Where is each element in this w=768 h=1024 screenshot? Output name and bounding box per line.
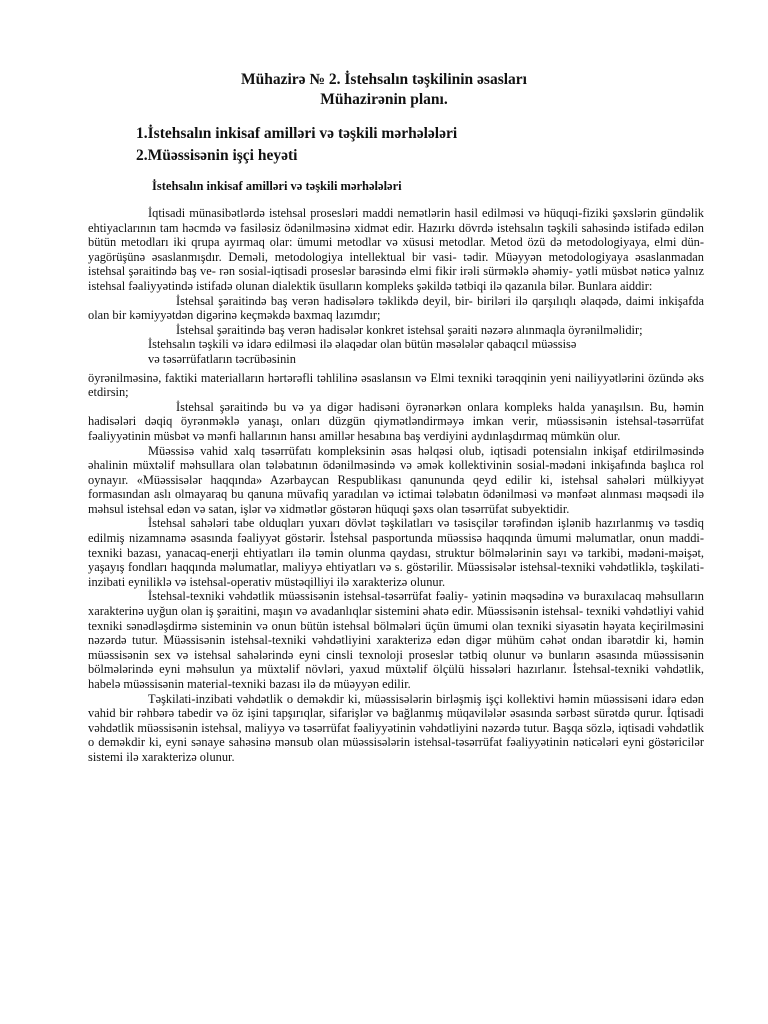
plan-item-1: 1.İstehsalın inkisaf amilləri və təşkili mərhələləri: [136, 125, 458, 142]
paragraph: İstehsal şəraitində bu və ya digər hadisəni öyrənərkən onlara kompleks halda yanaşılsın. Bu, həmin hadisələri dəqiq öyrənməklə yanaşı, onları düzgün qiymətləndirməyə imkan verir, müəssisənin istehsal-təsərrüfat fəaliyyətinin müsbət və mənfi hallarının hansı amillər hesabına baş verdiyini aydınlaşdırmaq mümkün olur.: [88, 399, 704, 443]
paragraph: İstehsal şəraitində baş verən hadisələr konkret istehsal şəraiti nəzərə alınmaqla öyrənilməlidir;: [176, 322, 643, 337]
lecture-plan-heading: Mühazirənin planı.: [320, 91, 448, 108]
section-heading: İstehsalın inkisaf amilləri və təşkili mərhələləri: [152, 179, 402, 193]
paragraph: İstehsal sahələri tabe olduqları yuxarı dövlət təşkilatları və təsisçilər tərəfindən işlənib hazırlanmış və təsdiq edilmiş nizamnamə əsasında fəaliyyət göstərir. İstehsal pasportunda müəssisə haqqında ümumi məlumatlar, onun maddi-texniki bazası, yanacaq-enerji ehtiyatları ilə təmin olunma qaydası, struktur bölmələrinin sayı və tarkibi, mədəni-məişət, yaşayış fondları haqqında məlumatlar, maliyyə ehtiyatları və s. göstərilir. Müəssisələr istehsal-texniki vəhdətliklə, təşkilati-inzibati eyniliklə və istehsal-operativ müstəqilliyi ilə xarakterizə olunur.: [88, 516, 704, 589]
paragraph: və təsərrüfatların təcrübəsinin: [148, 351, 296, 366]
paragraph: öyrənilməsinə, faktiki materialların hərtərəfli təhlilinə əsaslansın və Elmi texniki tərəqqinin yeni nailiyyətlərini özündə əks etdirsin;: [88, 370, 704, 400]
paragraph: Təşkilati-inzibati vəhdətlik o deməkdir ki, müəssisələrin birləşmiş işçi kollektivi həmin müəssisəni idarə edən vahid bir rəhbərə tabedir və öz işini tapşırıqlar, sifarişlər və bağlanmış müqavilələr əsasında sərbəst sürətdə qurur. İqtisadi vəhdətlik müəssisənin istehsal, maliyyə və təsərrüfat fəaliyyətinin vəhdətliyini nəzərdə tutur. Başqa sözlə, iqtisadi vəhdətlik o deməkdir ki, eyni sənaye sahəsinə mənsub olan müəssisələrin istehsal-təsərrüfat fəaliyyətinin nəticələri eyni göstəricilər sistemi ilə xarakterizə olunur.: [88, 691, 704, 764]
paragraph: Müəssisə vahid xalq təsərrüfatı kompleksinin əsas həlqəsi olub, iqtisadi potensialın inkişaf etdirilməsində əhalinin müxtəlif məhsullara olan tələbatının ödənilməsində və əmək kollektivinin sosial-mədəni inkişafında başlıca rol oynayır. «Müəssisələr haqqında» Azərbaycan Respublikası qanununda qeyd edilir ki, istehsal sahələri mülkiyyət formasından aslı olmayaraq bu qanuna müvafiq yaradılan və ictimai tələbatın ödənilməsi və mənfəət alınması məqsədi ilə məhsul istehsal edən və satan, işlər və xidmətlər göstərən hüquqi şəxs olan təsərrüfat subyektidir.: [88, 443, 704, 516]
paragraph: İqtisadi münasibətlərdə istehsal prosesləri maddi nemətlərin hasil edilməsi və hüquqi-fiziki şəxslərin gündəlik ehtiyaclarının tam həcmdə və fasiləsiz ödənilməsinə xidmət edir. Hazırkı dövrdə istehsalın təşkili sahəsində istifadə edilən bütün metodları iki qrupa ayırmaq olar: ümumi metodlar və xüsusi metodlar. Metod özü də metodologiyaya, elmi dün- yagörüşünə əsaslanmışdır. Deməli, metodologiya intellektual bir vasi- tədir. Müəyyən metodologiyaya əsaslanmadan istehsal şəraitində baş ve- rən sosial-iqtisadi proseslər barəsində elmi fikir irəli sürməklə əhəmiy- yətli müsbət nəticə yalnız istehsal fəaliyyətində istifadə olunan dialektik üsulların kompleks şəkildə tətbiqi ilə qazanıla bilər. Bunlara aiddir:: [88, 206, 704, 293]
paragraph: İstehsal şəraitində baş verən hadisələrə təklikdə deyil, bir- biriləri ilə qarşılıqlı əlaqədə, daimi inkişafda olan bir kəmiyyətdən digərinə keçməkdə baxmaq lazımdır;: [88, 293, 704, 323]
paragraph: İstehsal-texniki vəhdətlik müəssisənin istehsal-təsərrüfat fəaliy- yətinin məqsədinə və buraxılacaq məhsulların xarakterinə uyğun olan iş şəraitini, maşın və avadanlıqlar sistemini əhatə edir. Müəssisənin istehsal- texniki vəhdətliyi vahid texniki sənədləşdirmə sisteminin və onun bütün istehsal bölmələri üçün ümumi olan texniki siyasətin həyata keçirilməsini nəzərdə tutur. Müəssisənin istehsal-texniki vəhdətliyini xarakterizə edən digər mühüm cəhət ondan ibarətdir ki, həmin müəssisənin sex və istehsal sahələrində eyni cinsli texnoloji proseslər tətbiq olunur və bunların əsasında müəssisənin bölmələrində eyni məhsulun ya müxtəlif növləri, yaxud müxtəlif ölçülü hissələri hazırlanır. İstehsal-texniki vəhdətlik, habelə müəssisənin material-texniki bazası ilə də müəyyən edilir.: [88, 589, 704, 691]
paragraph: İstehsalın təşkili və idarə edilməsi ilə əlaqədar olan bütün məsələlər qabaqcıl müəssisə: [148, 337, 577, 352]
lecture-title: Mühazirə № 2. İstehsalın təşkilinin əsasları: [241, 71, 527, 88]
plan-item-2: 2.Müəssisənin işçi heyəti: [136, 147, 298, 164]
document-body: [88, 206, 704, 765]
